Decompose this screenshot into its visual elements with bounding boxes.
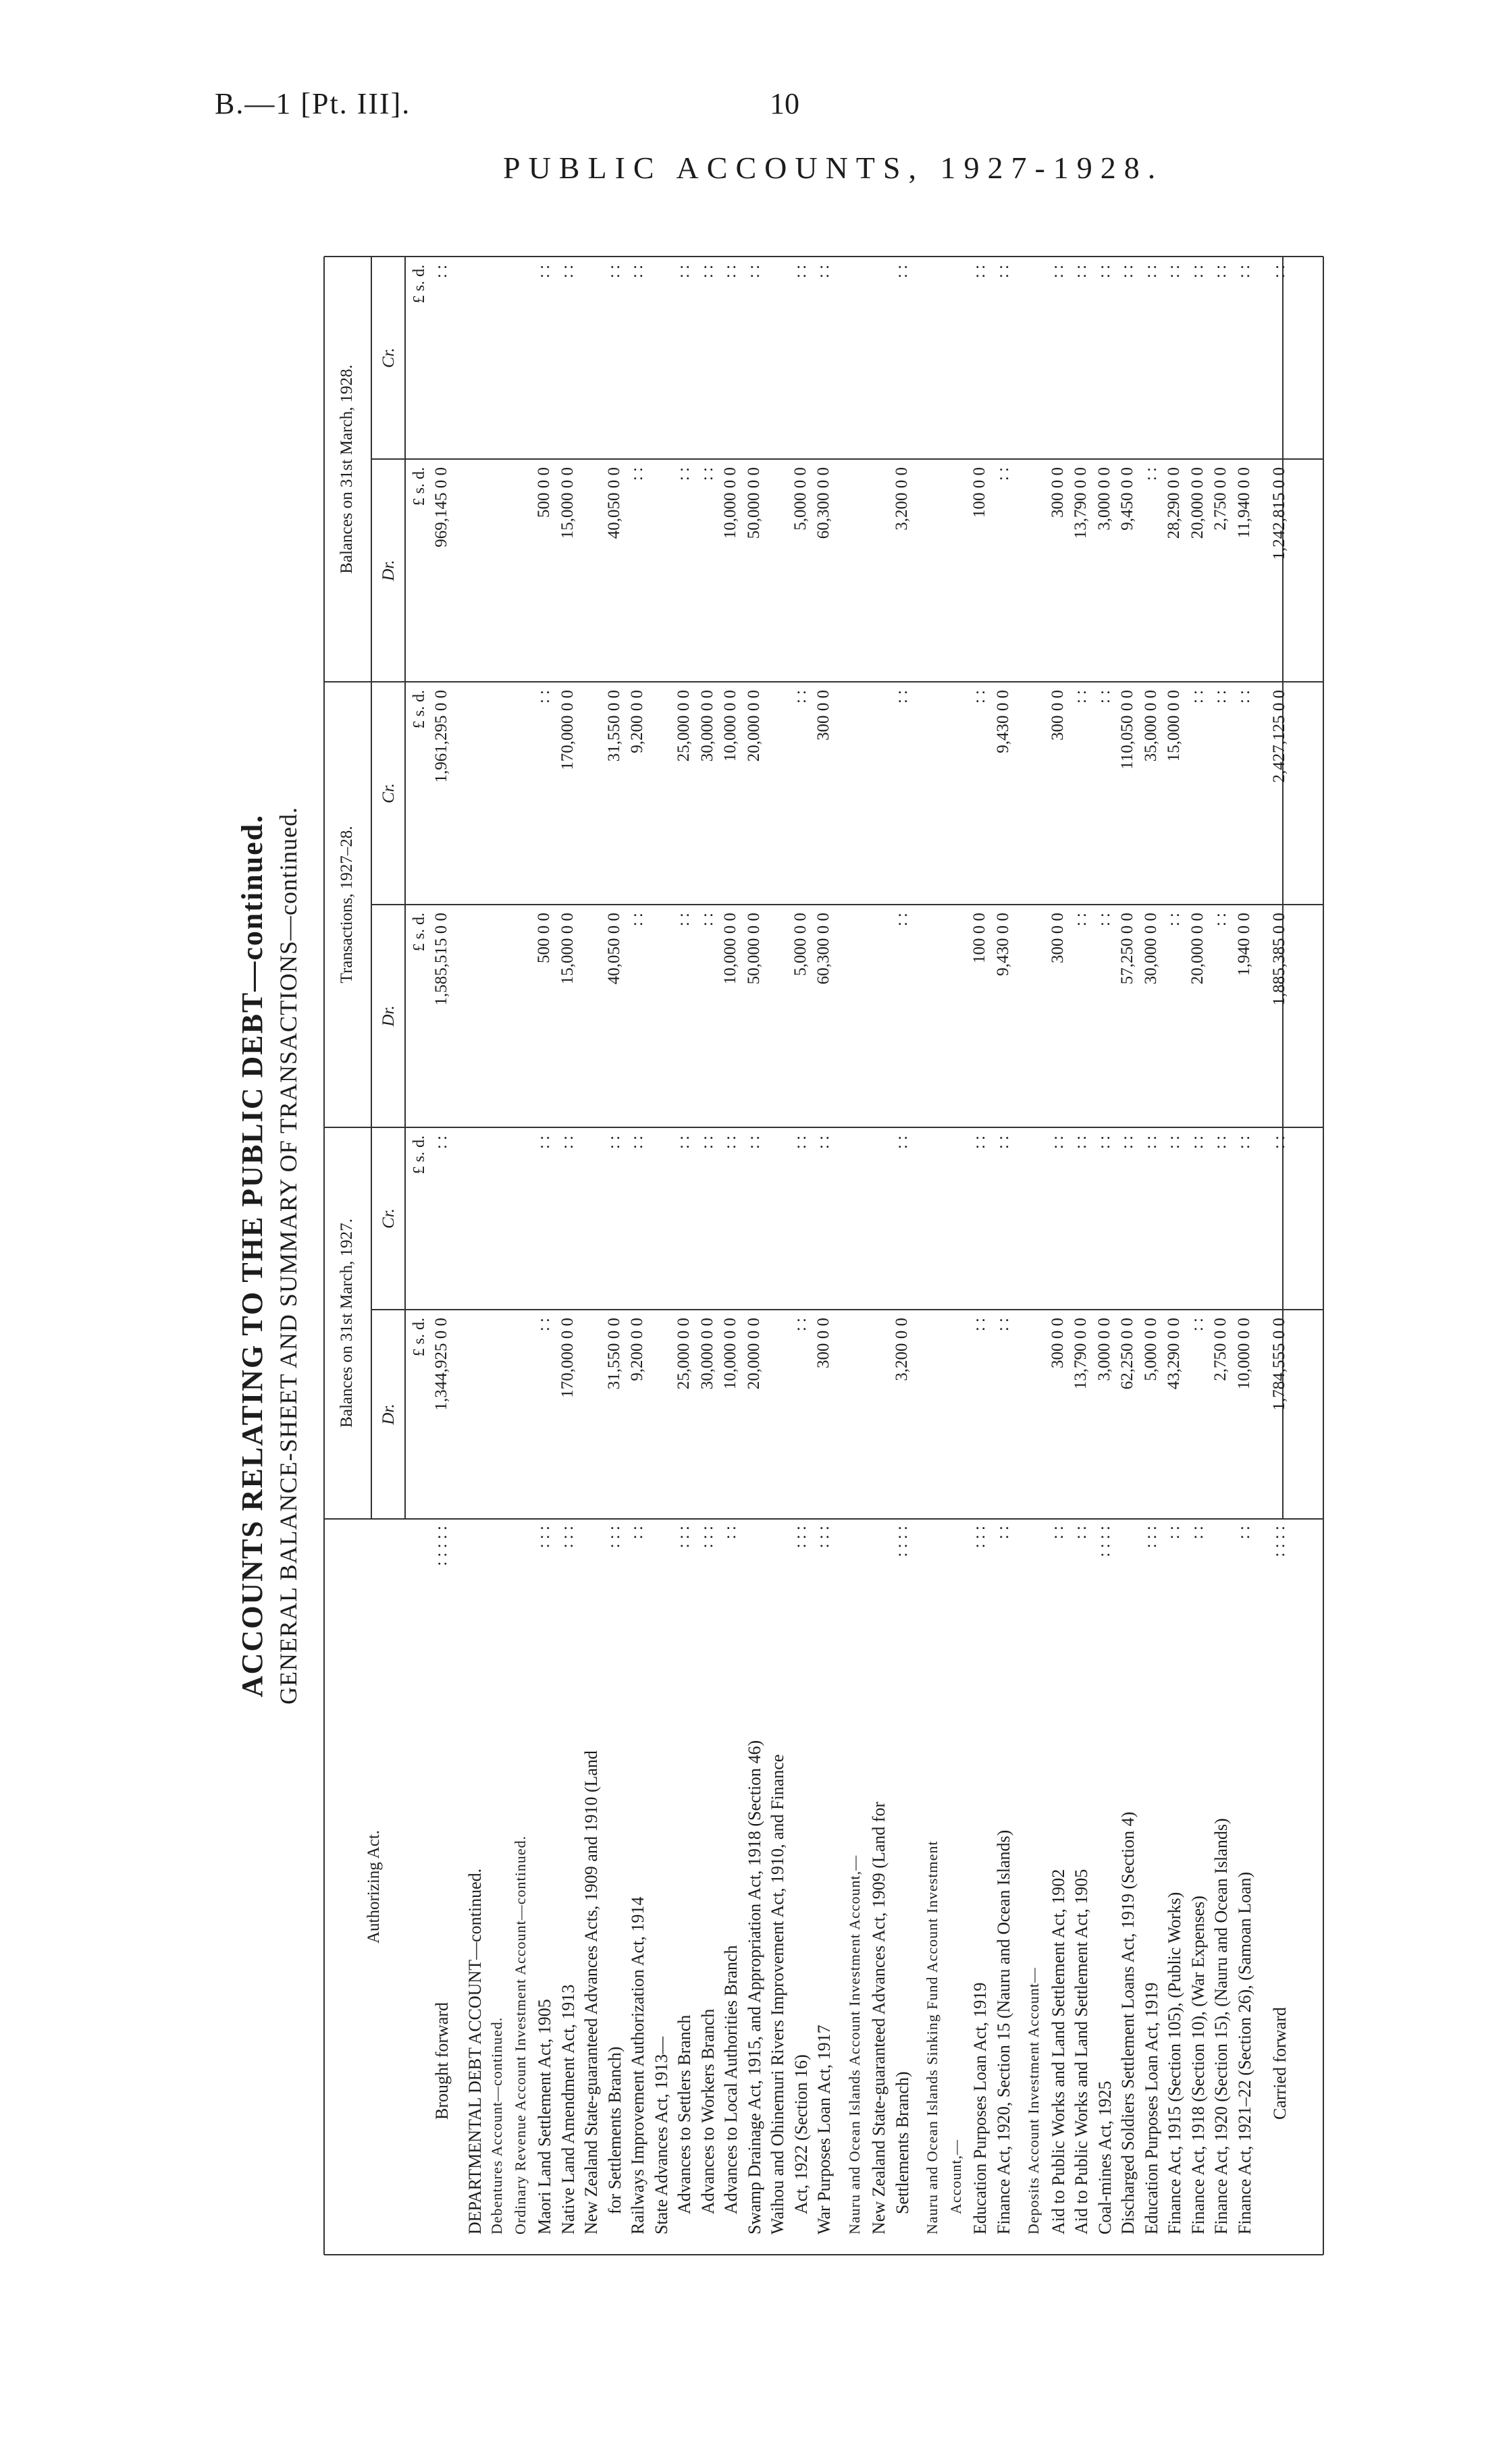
- cell-tr-cr: 10,000 0 0: [721, 690, 739, 762]
- cell-tr-dr: 1,940 0 0: [1234, 913, 1253, 976]
- cell-b27-cr: : :: [628, 1135, 646, 1150]
- header-authorizing-act: Authorizing Act.: [365, 1829, 383, 1944]
- cell-tr-dr: : :: [1165, 913, 1183, 927]
- cell-tr-cr: 9,200 0 0: [628, 690, 646, 753]
- cell-tr-cr: 15,000 0 0: [1165, 690, 1183, 762]
- cell-tr-dr: : :: [675, 913, 693, 927]
- cell-tr-dr: 100 0 0: [970, 913, 988, 963]
- cell-tr-dr: : :: [628, 913, 646, 927]
- row-label: Deposits Account Investment Account—: [1025, 1967, 1042, 2234]
- units-b27_cr: £ s. d.: [411, 1135, 428, 1175]
- units-b28_dr: £ s. d.: [411, 467, 428, 506]
- cell-b27-dr: 62,250 0 0: [1118, 1318, 1136, 1390]
- cell-b28-dr: : :: [993, 467, 1012, 481]
- row-label: Finance Act, 1921–22 (Section 26), (Samoan Loan): [1234, 1871, 1254, 2234]
- row-label: State Advances Act, 1913—: [651, 2036, 671, 2234]
- cell-tr-cr: 2,427,125 0 0: [1270, 690, 1288, 783]
- cell-b28-dr: 500 0 0: [535, 467, 553, 518]
- cell-b27-cr: : :: [1048, 1135, 1067, 1150]
- cell-tr-cr: : :: [1188, 690, 1207, 704]
- cell-b27-cr: : :: [1270, 1135, 1288, 1150]
- cell-b28-dr: 100 0 0: [970, 467, 988, 518]
- cell-b27-cr: : :: [970, 1135, 988, 1150]
- cell-b28-cr: : :: [892, 265, 911, 279]
- cell-b28-dr: 300 0 0: [1048, 467, 1067, 518]
- cell-tr-cr: : :: [970, 690, 988, 704]
- row-label: Waihou and Ohinemuri Rivers Improvement Act, 1910, and Finance: [768, 1754, 787, 2234]
- cell-b28-dr: : :: [697, 467, 716, 481]
- cell-b28-cr: : :: [697, 265, 716, 279]
- cell-b27-dr: 10,000 0 0: [1234, 1318, 1253, 1390]
- row-label: Ordinary Revenue Account Investment Account—continued.: [511, 1835, 529, 2234]
- row-label: Finance Act, 1918 (Section 10), (War Expenses): [1188, 1896, 1208, 2234]
- header-tr_dr: Dr.: [379, 1005, 398, 1027]
- row-leader: : : :: [1141, 1526, 1160, 1549]
- cell-b28-cr: : :: [970, 265, 988, 279]
- cell-tr-cr: : :: [535, 690, 553, 704]
- row-leader: : :: [993, 1526, 1012, 1540]
- cell-tr-dr: 60,300 0 0: [814, 913, 832, 985]
- cell-b27-cr: : :: [1188, 1135, 1207, 1150]
- cell-b27-cr: : :: [1094, 1135, 1113, 1150]
- cell-b27-dr: 13,790 0 0: [1072, 1318, 1090, 1390]
- cell-b28-cr: : :: [721, 265, 739, 279]
- cell-tr-cr: : :: [1234, 690, 1253, 704]
- cell-b27-cr: : :: [721, 1135, 739, 1150]
- cell-tr-cr: 300 0 0: [814, 690, 832, 741]
- header-transactions: Transactions, 1927–28.: [338, 826, 356, 984]
- row-label: War Purposes Loan Act, 1917: [814, 2025, 834, 2234]
- cell-b27-dr: 10,000 0 0: [721, 1318, 739, 1390]
- row-label: Brought forward: [432, 2002, 452, 2120]
- row-label: Act, 1922 (Section 16): [791, 2054, 811, 2214]
- cell-b27-cr: : :: [1211, 1135, 1230, 1150]
- cell-tr-dr: 1,585,515 0 0: [432, 913, 450, 1006]
- row-leader: : :: [628, 1526, 646, 1540]
- cell-b27-cr: : :: [1118, 1135, 1136, 1150]
- row-label: Finance Act, 1920 (Section 15), (Nauru and Ocean Islands): [1211, 1818, 1231, 2234]
- row-label: Aid to Public Works and Land Settlement Act, 1902: [1048, 1869, 1068, 2234]
- cell-tr-cr: 300 0 0: [1048, 690, 1067, 741]
- cell-b27-dr: 300 0 0: [1048, 1318, 1067, 1368]
- cell-tr-dr: 15,000 0 0: [558, 913, 577, 985]
- cell-tr-cr: : :: [791, 690, 810, 704]
- row-label: Coal-mines Act, 1925: [1094, 2081, 1115, 2234]
- cell-b27-cr: : :: [675, 1135, 693, 1150]
- row-label: Education Purposes Loan Act, 1919: [1141, 1982, 1161, 2234]
- cell-b27-dr: 5,000 0 0: [1141, 1318, 1160, 1381]
- cell-b28-dr: 60,300 0 0: [814, 467, 832, 539]
- cell-b27-dr: 170,000 0 0: [558, 1318, 577, 1398]
- row-leader: : : :: [970, 1526, 988, 1549]
- cell-b28-cr: : :: [1270, 265, 1288, 279]
- cell-b28-dr: 9,450 0 0: [1118, 467, 1136, 531]
- units-b27_dr: £ s. d.: [411, 1318, 428, 1357]
- row-leader: : : :: [558, 1526, 577, 1549]
- cell-b28-cr: : :: [1118, 265, 1136, 279]
- cell-b28-dr: 20,000 0 0: [1188, 467, 1207, 539]
- cell-b27-cr: : :: [814, 1135, 832, 1150]
- row-leader: : : :: [791, 1526, 810, 1549]
- cell-b28-cr: : :: [744, 265, 763, 279]
- row-label: Native Land Amendment Act, 1913: [558, 1984, 578, 2234]
- units-tr_dr: £ s. d.: [411, 913, 428, 952]
- cell-tr-cr: 35,000 0 0: [1141, 690, 1160, 762]
- cell-tr-cr: : :: [1211, 690, 1230, 704]
- cell-tr-dr: 1,885,385 0 0: [1270, 913, 1288, 1006]
- cell-b28-dr: 50,000 0 0: [744, 467, 763, 539]
- row-label: Settlements Branch): [892, 2071, 912, 2214]
- page-number: 10: [770, 87, 799, 120]
- row-label: Carried forward: [1270, 2007, 1290, 2120]
- cell-b28-dr: 1,242,815 0 0: [1270, 467, 1288, 560]
- cell-b28-dr: 3,200 0 0: [892, 467, 911, 531]
- cell-b27-cr: : :: [432, 1135, 450, 1150]
- row-leader: : :: [1165, 1526, 1183, 1540]
- cell-b28-cr: : :: [814, 265, 832, 279]
- cell-tr-dr: 40,050 0 0: [604, 913, 623, 985]
- rotated-table-sheet: [230, 236, 1344, 2275]
- row-leader: : : : :: [892, 1526, 911, 1557]
- row-leader: : :: [1234, 1526, 1253, 1540]
- cell-tr-cr: 20,000 0 0: [744, 690, 763, 762]
- cell-b27-dr: : :: [791, 1318, 810, 1332]
- row-label: New Zealand State-guaranteed Advances Acts, 1909 and 1910 (Land: [581, 1750, 601, 2234]
- cell-b28-cr: : :: [1072, 265, 1090, 279]
- table-subtitle: GENERAL BALANCE-SHEET AND SUMMARY OF TRANSACTIONS—continued.: [275, 806, 302, 1705]
- cell-b27-dr: 1,784,555 0 0: [1270, 1318, 1288, 1411]
- cell-b28-dr: 2,750 0 0: [1211, 467, 1230, 531]
- header-balances-1928: Balances on 31st March, 1928.: [338, 365, 356, 574]
- row-leader: : : : :: [1270, 1526, 1288, 1557]
- cell-b27-cr: : :: [791, 1135, 810, 1150]
- cell-b28-cr: : :: [1141, 265, 1160, 279]
- row-leader: : : : : :: [432, 1526, 450, 1566]
- row-leader: : : :: [604, 1526, 623, 1549]
- cell-b28-dr: 5,000 0 0: [791, 467, 810, 531]
- header-b28_dr: Dr.: [379, 560, 398, 581]
- cell-b28-cr: : :: [1094, 265, 1113, 279]
- cell-b27-cr: : :: [993, 1135, 1012, 1150]
- cell-b27-cr: : :: [697, 1135, 716, 1150]
- cell-b28-cr: : :: [675, 265, 693, 279]
- cell-b27-dr: 1,344,925 0 0: [432, 1318, 450, 1411]
- row-leader: : :: [1188, 1526, 1207, 1540]
- cell-b27-cr: : :: [892, 1135, 911, 1150]
- row-label: for Settlements Branch): [604, 2046, 625, 2214]
- cell-b28-dr: 28,290 0 0: [1165, 467, 1183, 539]
- cell-b28-cr: : :: [1211, 265, 1230, 279]
- cell-b27-dr: 31,550 0 0: [604, 1318, 623, 1390]
- cell-b28-cr: : :: [432, 265, 450, 279]
- row-leader: : :: [1048, 1526, 1067, 1540]
- cell-b28-cr: : :: [535, 265, 553, 279]
- cell-b28-dr: 13,790 0 0: [1072, 467, 1090, 539]
- row-leader: : :: [721, 1526, 739, 1540]
- cell-tr-dr: : :: [1211, 913, 1230, 927]
- row-leader: : : : :: [1094, 1526, 1113, 1557]
- cell-b27-dr: : :: [535, 1318, 553, 1332]
- cell-b27-cr: : :: [558, 1135, 577, 1150]
- row-label: Swamp Drainage Act, 1915, and Appropriation Act, 1918 (Section 46): [744, 1740, 764, 2234]
- cell-tr-cr: 170,000 0 0: [558, 690, 577, 770]
- cell-tr-cr: 1,961,295 0 0: [432, 690, 450, 783]
- cell-b27-cr: : :: [744, 1135, 763, 1150]
- cell-b28-dr: : :: [628, 467, 646, 481]
- cell-tr-cr: 30,000 0 0: [697, 690, 716, 762]
- cell-b27-dr: : :: [993, 1318, 1012, 1332]
- cell-tr-dr: : :: [892, 913, 911, 927]
- row-leader: : :: [1072, 1526, 1090, 1540]
- cell-b27-dr: 43,290 0 0: [1165, 1318, 1183, 1390]
- row-label: Advances to Local Authorities Branch: [721, 1945, 741, 2214]
- row-label: Maori Land Settlement Act, 1905: [535, 1999, 554, 2234]
- cell-b28-cr: : :: [604, 265, 623, 279]
- cell-b27-cr: : :: [604, 1135, 623, 1150]
- header-tr_cr: Cr.: [379, 783, 398, 803]
- cell-tr-dr: 10,000 0 0: [721, 913, 739, 985]
- cell-b27-dr: 3,000 0 0: [1094, 1318, 1113, 1381]
- cell-tr-dr: 57,250 0 0: [1118, 913, 1136, 985]
- row-label: Aid to Public Works and Land Settlement Act, 1905: [1072, 1869, 1091, 2234]
- row-leader: : : :: [697, 1526, 716, 1549]
- cell-b27-dr: 30,000 0 0: [697, 1318, 716, 1390]
- row-label: Education Purposes Loan Act, 1919: [970, 1982, 990, 2234]
- row-label: New Zealand State-guaranteed Advances Act, 1909 (Land for: [869, 1801, 889, 2234]
- row-label: Finance Act, 1915 (Section 105), (Public Works): [1165, 1892, 1184, 2234]
- cell-b27-dr: 9,200 0 0: [628, 1318, 646, 1381]
- cell-b27-dr: 20,000 0 0: [744, 1318, 763, 1390]
- cell-tr-dr: 20,000 0 0: [1188, 913, 1207, 985]
- cell-b28-cr: : :: [1048, 265, 1067, 279]
- cell-tr-cr: 25,000 0 0: [675, 690, 693, 762]
- cell-tr-dr: 500 0 0: [535, 913, 553, 963]
- cell-tr-dr: 9,430 0 0: [993, 913, 1012, 976]
- row-leader: : : :: [675, 1526, 693, 1549]
- cell-b28-cr: : :: [1234, 265, 1253, 279]
- cell-tr-dr: : :: [697, 913, 716, 927]
- header-b28_cr: Cr.: [379, 348, 398, 368]
- cell-b28-dr: 3,000 0 0: [1094, 467, 1113, 531]
- cell-tr-dr: 300 0 0: [1048, 913, 1067, 963]
- row-label: Account,—: [947, 2139, 964, 2214]
- cell-b28-cr: : :: [791, 265, 810, 279]
- cell-b28-cr: : :: [1165, 265, 1183, 279]
- cell-b28-cr: : :: [993, 265, 1012, 279]
- cell-b27-cr: : :: [1234, 1135, 1253, 1150]
- cell-b28-dr: 11,940 0 0: [1234, 467, 1253, 539]
- cell-b27-cr: : :: [1072, 1135, 1090, 1150]
- cell-b28-dr: 969,145 0 0: [432, 467, 450, 547]
- row-label: Advances to Workers Branch: [697, 2008, 718, 2214]
- cell-b27-cr: : :: [1165, 1135, 1183, 1150]
- cell-tr-cr: : :: [1094, 690, 1113, 704]
- cell-b28-dr: 15,000 0 0: [558, 467, 577, 539]
- cell-b27-dr: 25,000 0 0: [675, 1318, 693, 1390]
- cell-b28-dr: : :: [1141, 467, 1160, 481]
- cell-b28-cr: : :: [558, 265, 577, 279]
- cell-tr-dr: 30,000 0 0: [1141, 913, 1160, 985]
- row-label: Railways Improvement Authorization Act, 1914: [628, 1896, 647, 2234]
- cell-tr-dr: 50,000 0 0: [744, 913, 763, 985]
- cell-tr-cr: : :: [892, 690, 911, 704]
- row-leader: : : :: [814, 1526, 832, 1549]
- cell-b28-dr: : :: [675, 467, 693, 481]
- cell-tr-cr: 31,550 0 0: [604, 690, 623, 762]
- cell-b28-dr: 40,050 0 0: [604, 467, 623, 539]
- cell-b27-dr: : :: [970, 1318, 988, 1332]
- cell-b27-dr: 300 0 0: [814, 1318, 832, 1368]
- table-title: ACCOUNTS RELATING TO THE PUBLIC DEBT—continued.: [236, 813, 269, 1698]
- cell-tr-dr: : :: [1072, 913, 1090, 927]
- cell-b27-cr: : :: [535, 1135, 553, 1150]
- cell-tr-dr: 5,000 0 0: [791, 913, 810, 976]
- cell-b27-dr: 3,200 0 0: [892, 1318, 911, 1381]
- cell-b27-dr: : :: [1188, 1318, 1207, 1332]
- header-b27_dr: Dr.: [379, 1403, 398, 1425]
- row-label: Discharged Soldiers Settlement Loans Act, 1919 (Section 4): [1118, 1811, 1138, 2234]
- units-b28_cr: £ s. d.: [411, 265, 428, 304]
- row-label: DEPARTMENTAL DEBT ACCOUNT—continued.: [465, 1868, 485, 2234]
- cell-tr-cr: : :: [1072, 690, 1090, 704]
- running-title: PUBLIC ACCOUNTS, 1927-1928.: [503, 151, 1164, 185]
- row-label: Nauru and Ocean Islands Account Investment Account,—: [845, 1854, 863, 2234]
- row-label: Debentures Account—continued.: [488, 2016, 505, 2234]
- row-leader: : : :: [535, 1526, 553, 1549]
- units-tr_cr: £ s. d.: [411, 690, 428, 729]
- page-code: B.—1 [Pt. III].: [215, 87, 411, 120]
- cell-tr-cr: 9,430 0 0: [993, 690, 1012, 753]
- cell-b28-cr: : :: [628, 265, 646, 279]
- cell-b28-dr: 10,000 0 0: [721, 467, 739, 539]
- cell-b27-cr: : :: [1141, 1135, 1160, 1150]
- row-label: Advances to Settlers Branch: [675, 2014, 694, 2214]
- cell-b27-dr: 2,750 0 0: [1211, 1318, 1230, 1381]
- header-b27_cr: Cr.: [379, 1208, 398, 1229]
- cell-b28-cr: : :: [1188, 265, 1207, 279]
- cell-tr-dr: : :: [1094, 913, 1113, 927]
- cell-tr-cr: 110,050 0 0: [1118, 690, 1136, 770]
- row-label: Finance Act, 1920, Section 15 (Nauru and Ocean Islands): [993, 1829, 1013, 2234]
- row-label: Nauru and Ocean Islands Sinking Fund Account Investment: [924, 1840, 941, 2234]
- header-balances-1927: Balances on 31st March, 1927.: [338, 1218, 356, 1428]
